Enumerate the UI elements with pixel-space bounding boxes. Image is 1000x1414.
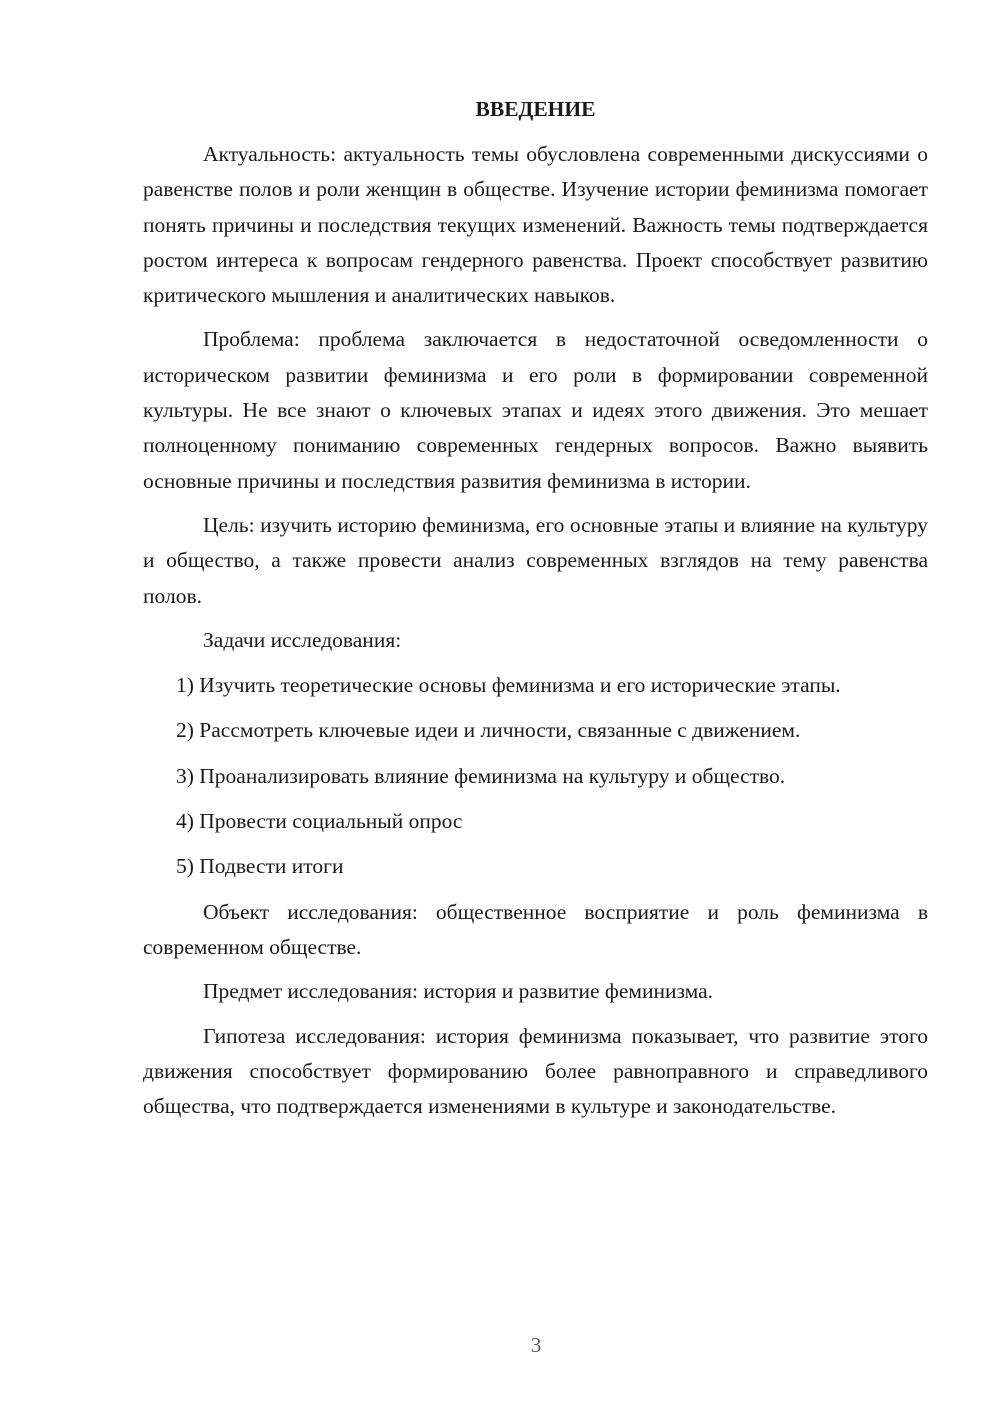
goal-paragraph: Цель: изучить историю феминизма, его основные этапы и влияние на культуру и общество, а также провести анализ современных взглядов на тему равенства полов. <box>143 512 928 608</box>
problem-paragraph: Проблема: проблема заключается в недостаточной осведомленности о историческом развитии феминизма и его роли в формировании современной культуры. Не все знают о ключевых этапах и идеях этого движения. Это мешает полноценному пониманию современных гендерных вопросов. Важно выявить основные причины и последствия развития феминизма в истории. <box>143 327 928 493</box>
page-number: 3 <box>530 1333 542 1357</box>
hypothesis-paragraph: Гипотеза исследования: история феминизма показывает, что развитие этого движения способствует формированию более равноправного и справедливого общества, что подтверждается изменениями в культуре и законодательстве. <box>143 1023 928 1119</box>
task-item: 2) Рассмотреть ключевые идеи и личности, связанные с движением. <box>176 718 801 743</box>
section-title: ВВЕДЕНИЕ <box>475 97 596 121</box>
relevance-paragraph: Актуальность: актуальность темы обусловлена современными дискуссиями о равенстве полов и роли женщин в обществе. Изучение истории феминизма помогает понять причины и последствия текущих изменений. Важность темы подтверждается ростом интереса к вопросам гендерного равенства. Проект способствует развитию критического мышления и аналитических навыков. <box>143 142 928 308</box>
subject-paragraph: Предмет исследования: история и развитие феминизма. <box>203 979 714 1004</box>
task-item: 3) Проанализировать влияние феминизма на культуру и общество. <box>176 763 786 788</box>
tasks-heading: Задачи исследования: <box>203 627 402 652</box>
task-item: 1) Изучить теоретические основы феминизма и его исторические этапы. <box>176 673 841 698</box>
task-item: 5) Подвести итоги <box>176 854 344 879</box>
task-item: 4) Провести социальный опрос <box>176 809 463 834</box>
document-page <box>143 92 928 1133</box>
object-paragraph: Объект исследования: общественное восприятие и роль феминизма в современном обществе. <box>143 899 928 959</box>
